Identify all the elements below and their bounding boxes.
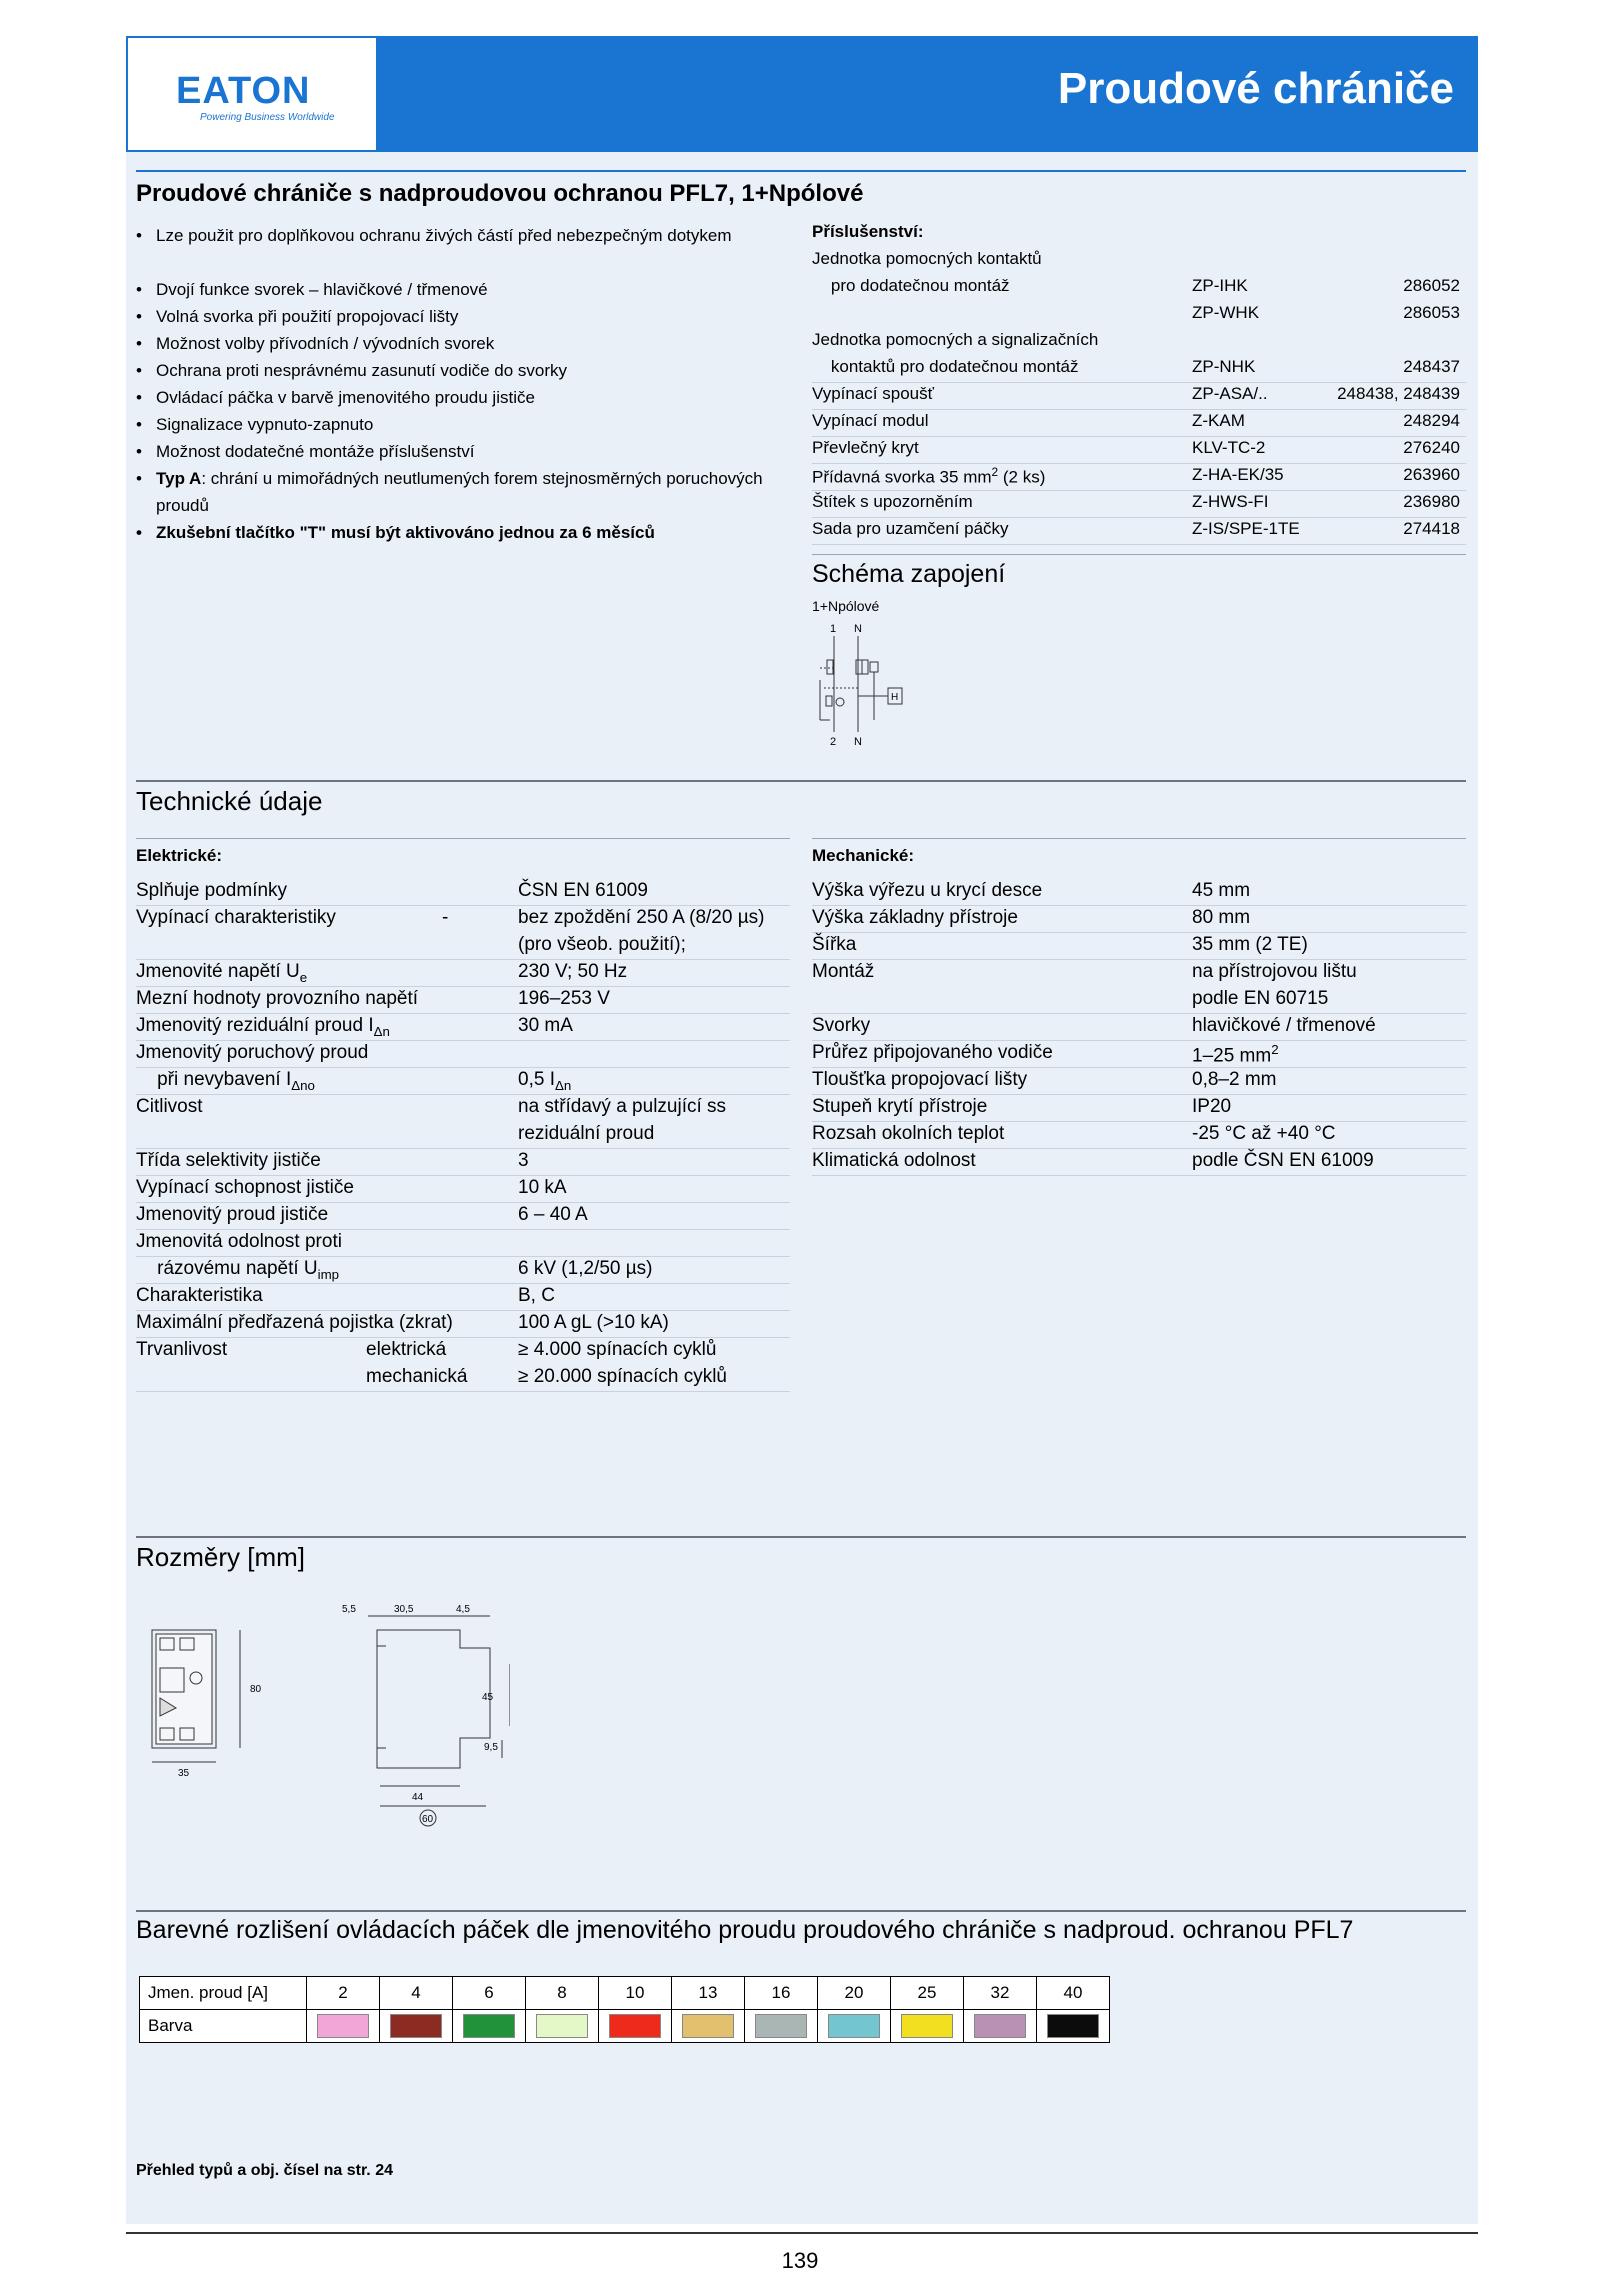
spec-value: podle ČSN EN 61009 bbox=[1192, 1150, 1374, 1171]
accessory-row-line bbox=[812, 382, 1466, 383]
title-rule bbox=[136, 170, 1466, 172]
dim-60: 60 bbox=[422, 1814, 434, 1825]
spec-label: Stupeň krytí přístroje bbox=[812, 1096, 988, 1117]
spec-value: 0,8–2 mm bbox=[1192, 1069, 1277, 1090]
spec-label: Šířka bbox=[812, 934, 857, 955]
spec-value: 30 mA bbox=[518, 1015, 573, 1036]
spec-label: Jmenovitý proud jističe bbox=[136, 1204, 329, 1225]
spec-value: reziduální proud bbox=[518, 1123, 655, 1144]
spec-value: 230 V; 50 Hz bbox=[518, 961, 628, 982]
schema-title: Schéma zapojení bbox=[812, 560, 1006, 588]
current-cell: 10 bbox=[599, 1977, 672, 2010]
color-table-current-row bbox=[140, 1977, 1110, 2010]
color-cell bbox=[891, 2010, 964, 2043]
bullet-icon: • bbox=[136, 226, 142, 245]
feature-item-typea: • Typ A: chrání u mimořádných neutlumených forem stejnosměrných poruchových proudů bbox=[136, 465, 776, 519]
spec-value: ČSN EN 61009 bbox=[518, 880, 648, 901]
spec-value: 45 mm bbox=[1192, 880, 1251, 901]
dim-80: 80 bbox=[250, 1684, 262, 1695]
spec-row-line bbox=[812, 1067, 1466, 1068]
schema-subtitle: 1+Npólové bbox=[812, 598, 880, 614]
spec-dash: - bbox=[442, 907, 449, 928]
accessory-code: 248437 bbox=[1403, 357, 1460, 376]
feature-item: • Možnost dodatečné montáže příslušenství bbox=[136, 438, 776, 465]
spec-value: hlavičkové / třmenové bbox=[1192, 1015, 1376, 1036]
accessory-name: Vypínací spoušť bbox=[812, 384, 934, 403]
spec-value: 80 mm bbox=[1192, 907, 1251, 928]
color-cell bbox=[380, 2010, 453, 2043]
footnote: Přehled typů a obj. čísel na str. 24 bbox=[136, 2162, 393, 2179]
spec-row-line bbox=[812, 959, 1466, 960]
spec-row-line bbox=[136, 1202, 790, 1203]
spec-label: při nevybavení $I_{\Delta no}$ bbox=[136, 1069, 315, 1093]
mech-rule bbox=[812, 838, 1466, 839]
color-swatch bbox=[682, 2014, 734, 2038]
spec-row-line bbox=[136, 1391, 790, 1392]
accessory-type: ZP-WHK bbox=[1192, 303, 1260, 322]
spec-label: Montáž bbox=[812, 961, 875, 982]
accessory-name: Sada pro uzamčení páčky bbox=[812, 519, 1009, 538]
accessory-name: Jednotka pomocných a signalizačních bbox=[812, 330, 1099, 349]
accessory-name: pro dodatečnou montáž bbox=[812, 276, 1010, 295]
spec-value: podle EN 60715 bbox=[1192, 988, 1329, 1009]
bullet-icon: • bbox=[136, 469, 142, 488]
elec-heading: Elektrické: bbox=[136, 846, 222, 865]
spec-row-line bbox=[136, 905, 790, 906]
accessory-type: Z-HA-EK/35 bbox=[1192, 465, 1284, 484]
current-cell: 32 bbox=[964, 1977, 1037, 2010]
spec-label: Průřez připojovaného vodiče bbox=[812, 1042, 1053, 1063]
color-cell bbox=[453, 2010, 526, 2043]
dim-9-5: 9,5 bbox=[484, 1742, 498, 1753]
dims-rule bbox=[136, 1536, 1466, 1538]
schema-rule bbox=[812, 554, 1466, 555]
accessory-row-line bbox=[812, 490, 1466, 491]
accessory-name: Přídavná svorka 35 $mm^2$ (2 ks) bbox=[812, 465, 1046, 487]
schema-label-1: 1 bbox=[830, 623, 837, 635]
accessory-name: Jednotka pomocných kontaktů bbox=[812, 249, 1042, 268]
product-title: Proudové chrániče s nadproudovou ochranou PFL7, 1+Npólové bbox=[136, 180, 864, 207]
spec-value: 6 – 40 A bbox=[518, 1204, 588, 1225]
schema-label-n-top: N bbox=[854, 623, 862, 635]
accessory-code: 263960 bbox=[1403, 465, 1460, 484]
spec-row-line bbox=[136, 1283, 790, 1284]
accessory-type: ZP-NHK bbox=[1192, 357, 1256, 376]
accessory-type: ZP-IHK bbox=[1192, 276, 1248, 295]
accessory-name: Vypínací modul bbox=[812, 411, 929, 430]
feature-item: • Ochrana proti nesprávnému zasunutí vodiče do svorky bbox=[136, 357, 776, 384]
current-cell: 6 bbox=[453, 1977, 526, 2010]
accessory-code: 274418 bbox=[1403, 519, 1460, 538]
schema-label-h: H bbox=[891, 692, 899, 703]
schema-label-2: 2 bbox=[830, 736, 837, 748]
bullet-icon: • bbox=[136, 415, 142, 434]
spec-value: 0,5 $I_{\Delta n}$ bbox=[518, 1069, 572, 1093]
spec-value: 100 A gL (>10 kA) bbox=[518, 1312, 669, 1333]
color-cell bbox=[672, 2010, 745, 2043]
dim-4-5: 4,5 bbox=[456, 1604, 470, 1615]
page-number: 139 bbox=[781, 2248, 819, 2273]
current-cell: 20 bbox=[818, 1977, 891, 2010]
spec-value: 6 kV (1,2/50 µs) bbox=[518, 1258, 653, 1279]
spec-row-line bbox=[812, 1148, 1466, 1149]
current-cell: 16 bbox=[745, 1977, 818, 2010]
spec-label: Splňuje podmínky bbox=[136, 880, 288, 901]
accessory-type: Z-HWS-FI bbox=[1192, 492, 1269, 511]
spec-value: na střídavý a pulzující ss bbox=[518, 1096, 727, 1117]
feature-item: • Volná svorka při použití propojovací lišty bbox=[136, 303, 776, 330]
spec-row-line bbox=[136, 1013, 790, 1014]
bullet-icon: • bbox=[136, 334, 142, 353]
bullet-icon: • bbox=[136, 280, 142, 299]
spec-row-line bbox=[136, 1175, 790, 1176]
spec-row-line bbox=[136, 1067, 790, 1068]
feature-item: • Lze použit pro doplňkovou ochranu živých částí před nebezpečným dotykem bbox=[136, 222, 776, 249]
feature-item: • Možnost volby přívodních / vývodních svorek bbox=[136, 330, 776, 357]
color-swatch bbox=[609, 2014, 661, 2038]
accessory-code: 276240 bbox=[1403, 438, 1460, 457]
color-swatch bbox=[390, 2014, 442, 2038]
color-swatch bbox=[317, 2014, 369, 2038]
color-swatch bbox=[828, 2014, 880, 2038]
feature-item: • Ovládací páčka v barvě jmenovitého proudu jističe bbox=[136, 384, 776, 411]
accessory-type: KLV-TC-2 bbox=[1192, 438, 1266, 457]
spec-value: 35 mm (2 TE) bbox=[1192, 934, 1308, 955]
spec-row-line bbox=[136, 1094, 790, 1095]
color-swatch bbox=[536, 2014, 588, 2038]
current-cell: 13 bbox=[672, 1977, 745, 2010]
spec-label: Svorky bbox=[812, 1015, 871, 1036]
colors-rule bbox=[136, 1910, 1466, 1912]
spec-value: 1–25 $mm^2$ bbox=[1192, 1042, 1279, 1067]
spec-label: Klimatická odolnost bbox=[812, 1150, 976, 1171]
accessory-row-line bbox=[812, 544, 1466, 545]
color-cell bbox=[526, 2010, 599, 2043]
spec-label: Třída selektivity jističe bbox=[136, 1150, 321, 1171]
spec-label: Maximální předřazená pojistka (zkrat) bbox=[136, 1312, 453, 1333]
accessory-name: Štítek s upozorněním bbox=[812, 492, 973, 511]
spec-row-line bbox=[812, 1121, 1466, 1122]
accessory-type: Z-KAM bbox=[1192, 411, 1245, 430]
wiring-diagram bbox=[800, 620, 930, 750]
spec-label: Rozsah okolních teplot bbox=[812, 1123, 1005, 1144]
spec-label: Charakteristika bbox=[136, 1285, 263, 1306]
color-swatch bbox=[463, 2014, 515, 2038]
color-cell bbox=[964, 2010, 1037, 2043]
spec-row-line bbox=[136, 1256, 790, 1257]
spec-label: Vypínací schopnost jističe bbox=[136, 1177, 354, 1198]
spec-label: rázovému napětí $U_{imp}$ bbox=[136, 1258, 340, 1282]
current-cell: 40 bbox=[1037, 1977, 1110, 2010]
spec-label: Jmenovité napětí $U_e$ bbox=[136, 961, 308, 985]
bullet-icon: • bbox=[136, 361, 142, 380]
accessory-code: 248438, 248439 bbox=[1337, 384, 1460, 403]
spec-mid: mechanická bbox=[366, 1366, 468, 1387]
spec-row-line bbox=[812, 1175, 1466, 1176]
spec-row-line bbox=[136, 1337, 790, 1338]
eaton-logo: EATON bbox=[176, 70, 311, 112]
color-header: Barva bbox=[140, 2010, 307, 2043]
color-cell bbox=[745, 2010, 818, 2043]
colors-title: Barevné rozlišení ovládacích páček dle jmenovitého proudu proudového chrániče s nadproud. ochranou PFL7 bbox=[136, 1916, 1354, 1944]
color-table bbox=[139, 1976, 1110, 2043]
dim-5-5: 5,5 bbox=[342, 1604, 356, 1615]
accessories-heading: Příslušenství: bbox=[812, 222, 924, 241]
schema-label-n-bot: N bbox=[854, 736, 862, 748]
feature-item-test: • Zkušební tlačítko "T" musí být aktivováno jednou za 6 měsíců bbox=[136, 519, 776, 546]
spec-mid: elektrická bbox=[366, 1339, 447, 1360]
spec-value: bez zpoždění 250 A (8/20 µs) bbox=[518, 907, 765, 928]
tech-rule bbox=[136, 780, 1466, 782]
bullet-icon: • bbox=[136, 523, 142, 542]
color-cell bbox=[307, 2010, 380, 2043]
accessory-name: Převlečný kryt bbox=[812, 438, 919, 457]
dim-44: 44 bbox=[412, 1792, 424, 1803]
spec-label: Trvanlivost bbox=[136, 1339, 228, 1360]
spec-label: Jmenovitý poruchový proud bbox=[136, 1042, 369, 1063]
page-title: Proudové chrániče bbox=[1057, 64, 1454, 113]
color-cell bbox=[1037, 2010, 1110, 2043]
current-header: Jmen. proud [A] bbox=[140, 1977, 307, 2010]
elec-rule bbox=[136, 838, 790, 839]
spec-value: 196–253 V bbox=[518, 988, 610, 1009]
spec-row-line bbox=[812, 1013, 1466, 1014]
accessory-code: 286053 bbox=[1403, 303, 1460, 322]
accessory-row-line bbox=[812, 517, 1466, 518]
spec-value: ≥ 20.000 spínacích cyklů bbox=[518, 1366, 727, 1387]
logo-tagline: Powering Business Worldwide bbox=[200, 112, 335, 123]
dim-30-5: 30,5 bbox=[394, 1604, 414, 1615]
spec-row-line bbox=[812, 905, 1466, 906]
spec-label: Mezní hodnoty provozního napětí bbox=[136, 988, 419, 1009]
spec-row-line bbox=[136, 986, 790, 987]
spec-value: B, C bbox=[518, 1285, 555, 1306]
current-cell: 4 bbox=[380, 1977, 453, 2010]
accessory-code: 236980 bbox=[1403, 492, 1460, 511]
spec-value: na přístrojovou lištu bbox=[1192, 961, 1357, 982]
bullet-icon: • bbox=[136, 388, 142, 407]
current-cell: 25 bbox=[891, 1977, 964, 2010]
spec-label: Výška základny přístroje bbox=[812, 907, 1018, 928]
accessory-row-line bbox=[812, 463, 1466, 464]
spec-label: Výška výřezu u krycí desce bbox=[812, 880, 1043, 901]
spec-row-line bbox=[812, 932, 1466, 933]
spec-row-line bbox=[136, 959, 790, 960]
spec-label: Jmenovitý reziduální proud $I_{\Delta n}$ bbox=[136, 1015, 390, 1039]
spec-value: (pro všeob. použití); bbox=[518, 934, 686, 955]
spec-row-line bbox=[136, 1310, 790, 1311]
color-table-color-row bbox=[140, 2010, 1110, 2043]
color-cell bbox=[818, 2010, 891, 2043]
accessory-type: Z-IS/SPE-1TE bbox=[1192, 519, 1300, 538]
dimension-drawing bbox=[130, 1586, 510, 1836]
color-cell bbox=[599, 2010, 672, 2043]
accessory-row-line bbox=[812, 409, 1466, 410]
bullet-icon: • bbox=[136, 307, 142, 326]
spec-label: Jmenovitá odolnost proti bbox=[136, 1231, 342, 1252]
accessory-type: ZP-ASA/.. bbox=[1192, 384, 1268, 403]
bullet-icon: • bbox=[136, 442, 142, 461]
color-swatch bbox=[1047, 2014, 1099, 2038]
spec-value: IP20 bbox=[1192, 1096, 1232, 1117]
spec-row-line bbox=[136, 1229, 790, 1230]
feature-item: • Signalizace vypnuto-zapnuto bbox=[136, 411, 776, 438]
footer-rule bbox=[126, 2232, 1478, 2234]
current-cell: 8 bbox=[526, 1977, 599, 2010]
accessory-name: kontaktů pro dodatečnou montáž bbox=[812, 357, 1079, 376]
spec-row-line bbox=[136, 1148, 790, 1149]
dim-45: 45 bbox=[482, 1692, 494, 1703]
spec-row-line bbox=[812, 1040, 1466, 1041]
color-swatch bbox=[974, 2014, 1026, 2038]
color-swatch bbox=[901, 2014, 953, 2038]
accessory-code: 248294 bbox=[1403, 411, 1460, 430]
tech-title: Technické údaje bbox=[136, 786, 323, 816]
spec-label: Vypínací charakteristiky bbox=[136, 907, 336, 928]
spec-row-line bbox=[812, 1094, 1466, 1095]
spec-label: Citlivost bbox=[136, 1096, 203, 1117]
spec-value: 3 bbox=[518, 1150, 529, 1171]
spec-label: Tloušťka propojovací lišty bbox=[812, 1069, 1028, 1090]
spec-row-line bbox=[136, 1040, 790, 1041]
spec-value: ≥ 4.000 spínacích cyklů bbox=[518, 1339, 717, 1360]
spec-value: 10 kA bbox=[518, 1177, 567, 1198]
accessory-row-line bbox=[812, 436, 1466, 437]
color-swatch bbox=[755, 2014, 807, 2038]
mech-heading: Mechanické: bbox=[812, 846, 915, 865]
accessory-code: 286052 bbox=[1403, 276, 1460, 295]
dim-35: 35 bbox=[178, 1768, 190, 1779]
spec-value: -25 °C až +40 °C bbox=[1192, 1123, 1336, 1144]
dims-title: Rozměry [mm] bbox=[136, 1542, 305, 1572]
current-cell: 2 bbox=[307, 1977, 380, 2010]
feature-item: • Dvojí funkce svorek – hlavičkové / třmenové bbox=[136, 276, 776, 303]
